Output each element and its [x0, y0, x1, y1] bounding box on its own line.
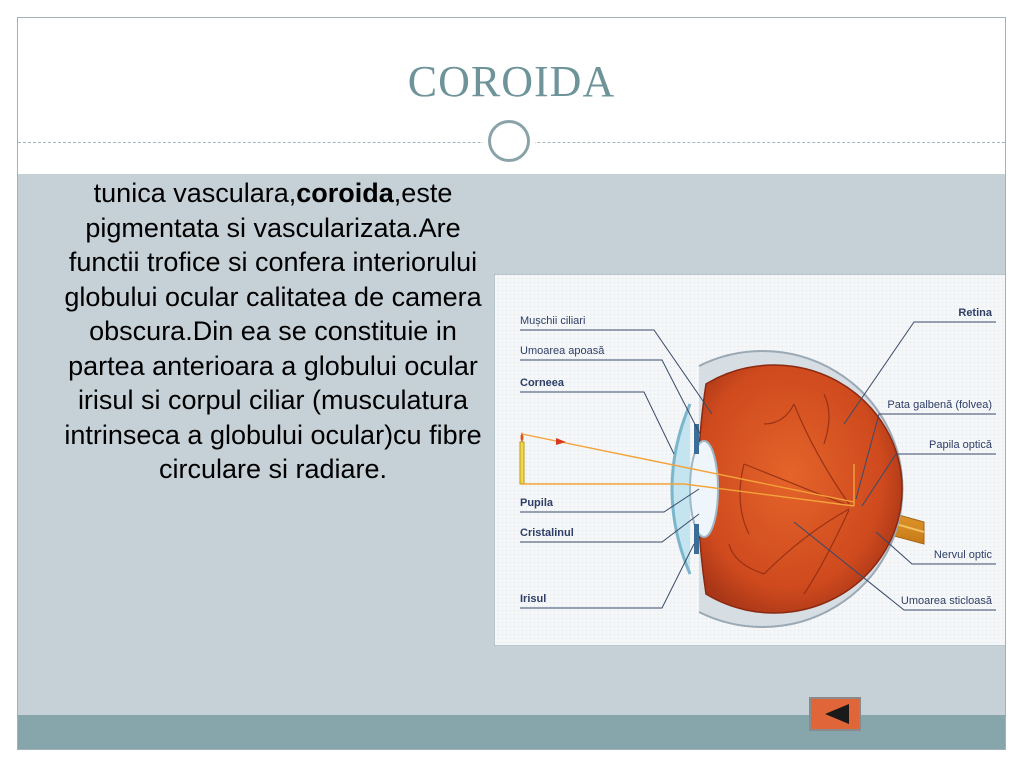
circle-ornament-icon — [483, 115, 535, 167]
slide — [17, 17, 1006, 750]
label-irisul: Irisul — [520, 593, 547, 605]
body-text-bold: coroida — [296, 178, 394, 208]
label-umoarea-apoasa: Umoarea apoasă — [520, 345, 605, 357]
eye-anatomy-figure — [494, 274, 1006, 646]
label-retina: Retina — [958, 307, 992, 319]
body-text-part-2: ,este pigmentata si vascularizata.Are functii trofice si confera interiorului globului ocular calitatea de camera obscura.Din ea se constituie in partea anterioara a globului ocular irisul si corpul ciliar (musculatura intrinseca a globului ocular)cu fibre circulare si radiare. — [64, 178, 482, 484]
label-corneea: Corneea — [520, 377, 565, 389]
label-pupila: Pupila — [520, 497, 554, 509]
label-pata-galbena: Pata galbenă (folvea) — [887, 399, 992, 411]
body-text-part-1: tunica vasculara, — [93, 178, 297, 208]
label-papila-optica: Papila optică — [929, 439, 992, 451]
slide-body-text — [53, 176, 493, 487]
triangle-left-icon — [811, 699, 859, 729]
slide-title: COROIDA — [407, 57, 616, 106]
label-nervul-optic: Nervul optic — [933, 549, 992, 561]
label-cristalinul: Cristalinul — [520, 527, 574, 539]
back-button[interactable] — [809, 697, 861, 731]
label-umoarea-sticloasa: Umoarea sticloasă — [900, 595, 992, 607]
label-muschii-ciliari: Mușchii ciliari — [520, 315, 586, 327]
